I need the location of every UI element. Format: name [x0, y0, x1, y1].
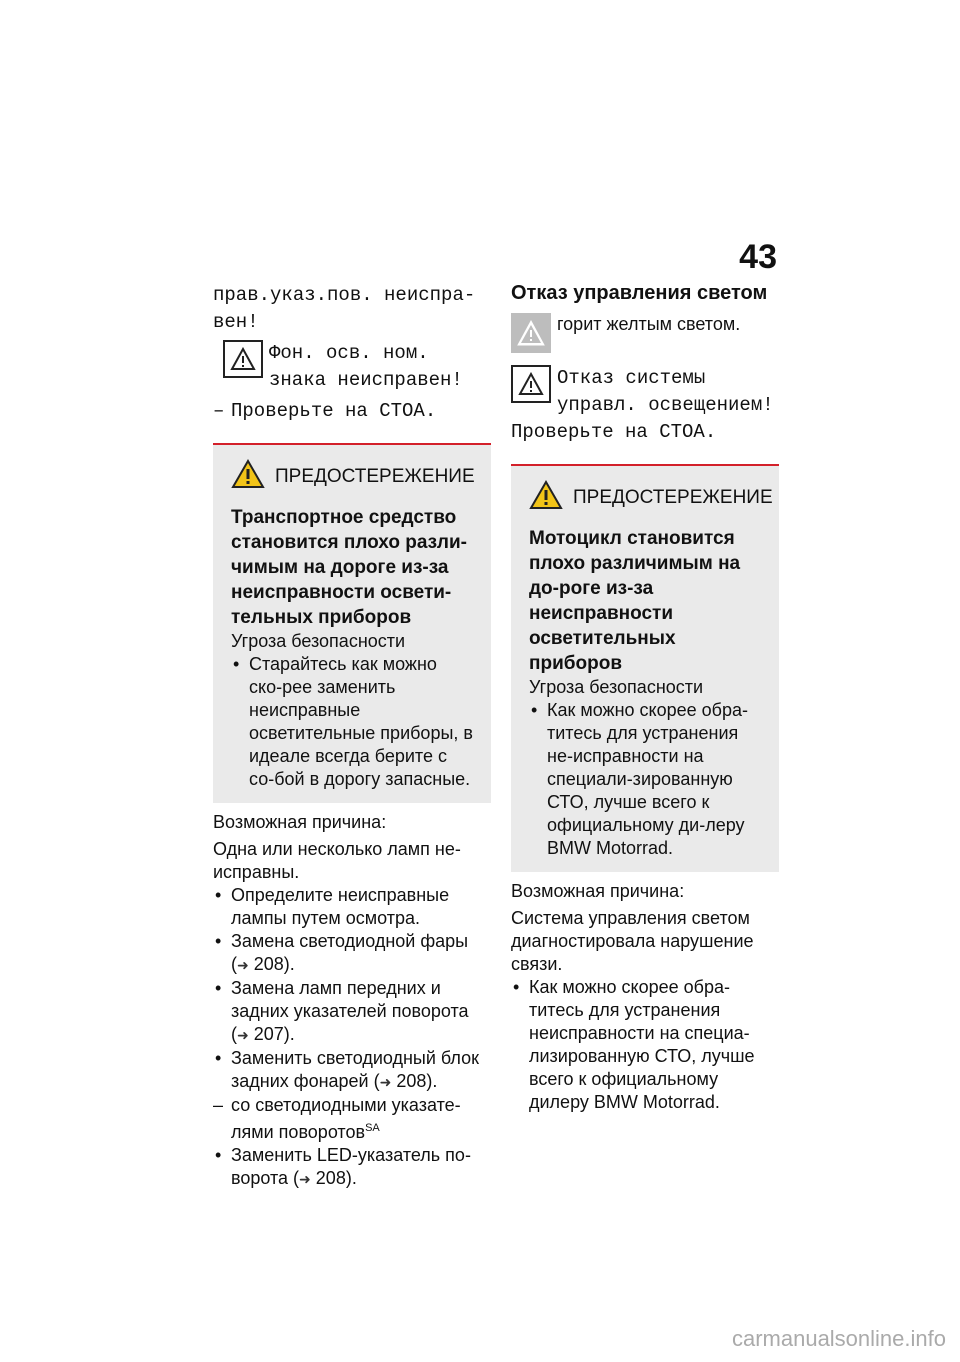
lamp-row: [511, 313, 779, 353]
cause-label: Возможная причина:: [213, 812, 387, 832]
section-title: Отказ управления светом: [511, 282, 768, 304]
arrow-icon: ➜: [237, 957, 249, 973]
warning-lamp-icon: [511, 313, 551, 353]
subitem-text: со светодиодными указате-лями поворотов: [231, 1095, 461, 1142]
list-item: • Замена светодиодной фары (➜ 208).: [213, 930, 491, 977]
message-plate-light: Фон. осв. ном. знака неисправен!: [269, 342, 463, 391]
list-item-text: Замена ламп передних и задних указателей поворота: [231, 978, 469, 1021]
cause-label: Возможная причина:: [511, 881, 685, 901]
warning-danger: Угроза безопасности: [529, 677, 704, 697]
warning-title: ПРЕДОСТЕРЕЖЕНИЕ: [275, 466, 475, 487]
cause-text: Система управления светом диагностировала нарушение связи.: [511, 908, 754, 974]
message-row: [511, 365, 779, 419]
warning-box: [213, 443, 491, 803]
warning-triangle-icon: [511, 365, 551, 403]
page-ref: 207).: [253, 1024, 295, 1044]
list-item: [213, 1144, 491, 1191]
warning-triangle-icon: [231, 459, 265, 495]
arrow-icon: ➜: [379, 1074, 392, 1090]
cause-text: Одна или несколько ламп не-исправны.: [213, 839, 461, 882]
warning-box: [511, 464, 779, 872]
list-item: • Определите неисправные лампы путем осмотра.: [213, 884, 491, 930]
lamp-text: горит желтым светом.: [557, 314, 741, 334]
list-item-text: Заменить LED-указатель по-ворота (: [231, 1145, 471, 1188]
message-light-control: Отказ системы управл. освещением!: [557, 367, 774, 416]
warning-title: ПРЕДОСТЕРЕЖЕНИЕ: [573, 487, 773, 508]
list-item: • Как можно скорее обра-титесь для устранения неисправности на специа-лизированную СТО, лучше всего к официальному дилеру BMW Motorrad.: [511, 976, 779, 1114]
page-ref: 208).: [253, 954, 295, 974]
list-subitem: [213, 1094, 491, 1144]
warning-heading: Мотоцикл становится плохо различимым на до-роге из-за неисправности осветительных приборов: [529, 528, 741, 674]
right-column: [511, 282, 779, 1114]
page-ref: 208).: [396, 1071, 438, 1091]
message-check-service: – Проверьте на СТОА.: [213, 398, 491, 425]
warning-bullet: • Как можно скорее обра-титесь для устранения не-исправности на специали-зированную СТО, лучше всего к официальному ди-леру BMW Motorrad.: [529, 699, 761, 860]
warning-bullet: • Старайтесь как можно ско-рее заменить неисправные осветительные приборы, в идеале всегда берите с со-бой в дорогу запасные.: [231, 653, 473, 791]
watermark: carmanualsonline.info: [731, 1326, 946, 1351]
warning-triangle-icon: [223, 340, 263, 378]
page-ref: 208).: [315, 1168, 357, 1188]
message-turn-signal: прав.указ.пов. неиспра- вен!: [213, 284, 476, 333]
list-item: [213, 1047, 491, 1094]
message-check-service: Проверьте на СТОА.: [511, 421, 717, 443]
sa-marker: SA: [365, 1122, 380, 1134]
list-item: • Замена ламп передних и задних указателей поворота (➜ 207).: [213, 977, 491, 1047]
left-column: [213, 282, 491, 1191]
list-item-text: Заменить светодиодный блок задних фонарей (: [231, 1048, 480, 1091]
warning-triangle-icon: [529, 480, 563, 516]
arrow-icon: ➜: [237, 1027, 249, 1043]
page-number: 43: [739, 238, 777, 276]
message-row: [213, 340, 491, 394]
arrow-icon: ➜: [299, 1171, 311, 1187]
warning-danger: Угроза безопасности: [231, 631, 406, 651]
list-item-text: Замена светодиодной фары: [231, 931, 469, 951]
warning-heading: Транспортное средство становится плохо разли-чимым на дороге из-за неисправности освети-тельных приборов: [231, 507, 467, 628]
